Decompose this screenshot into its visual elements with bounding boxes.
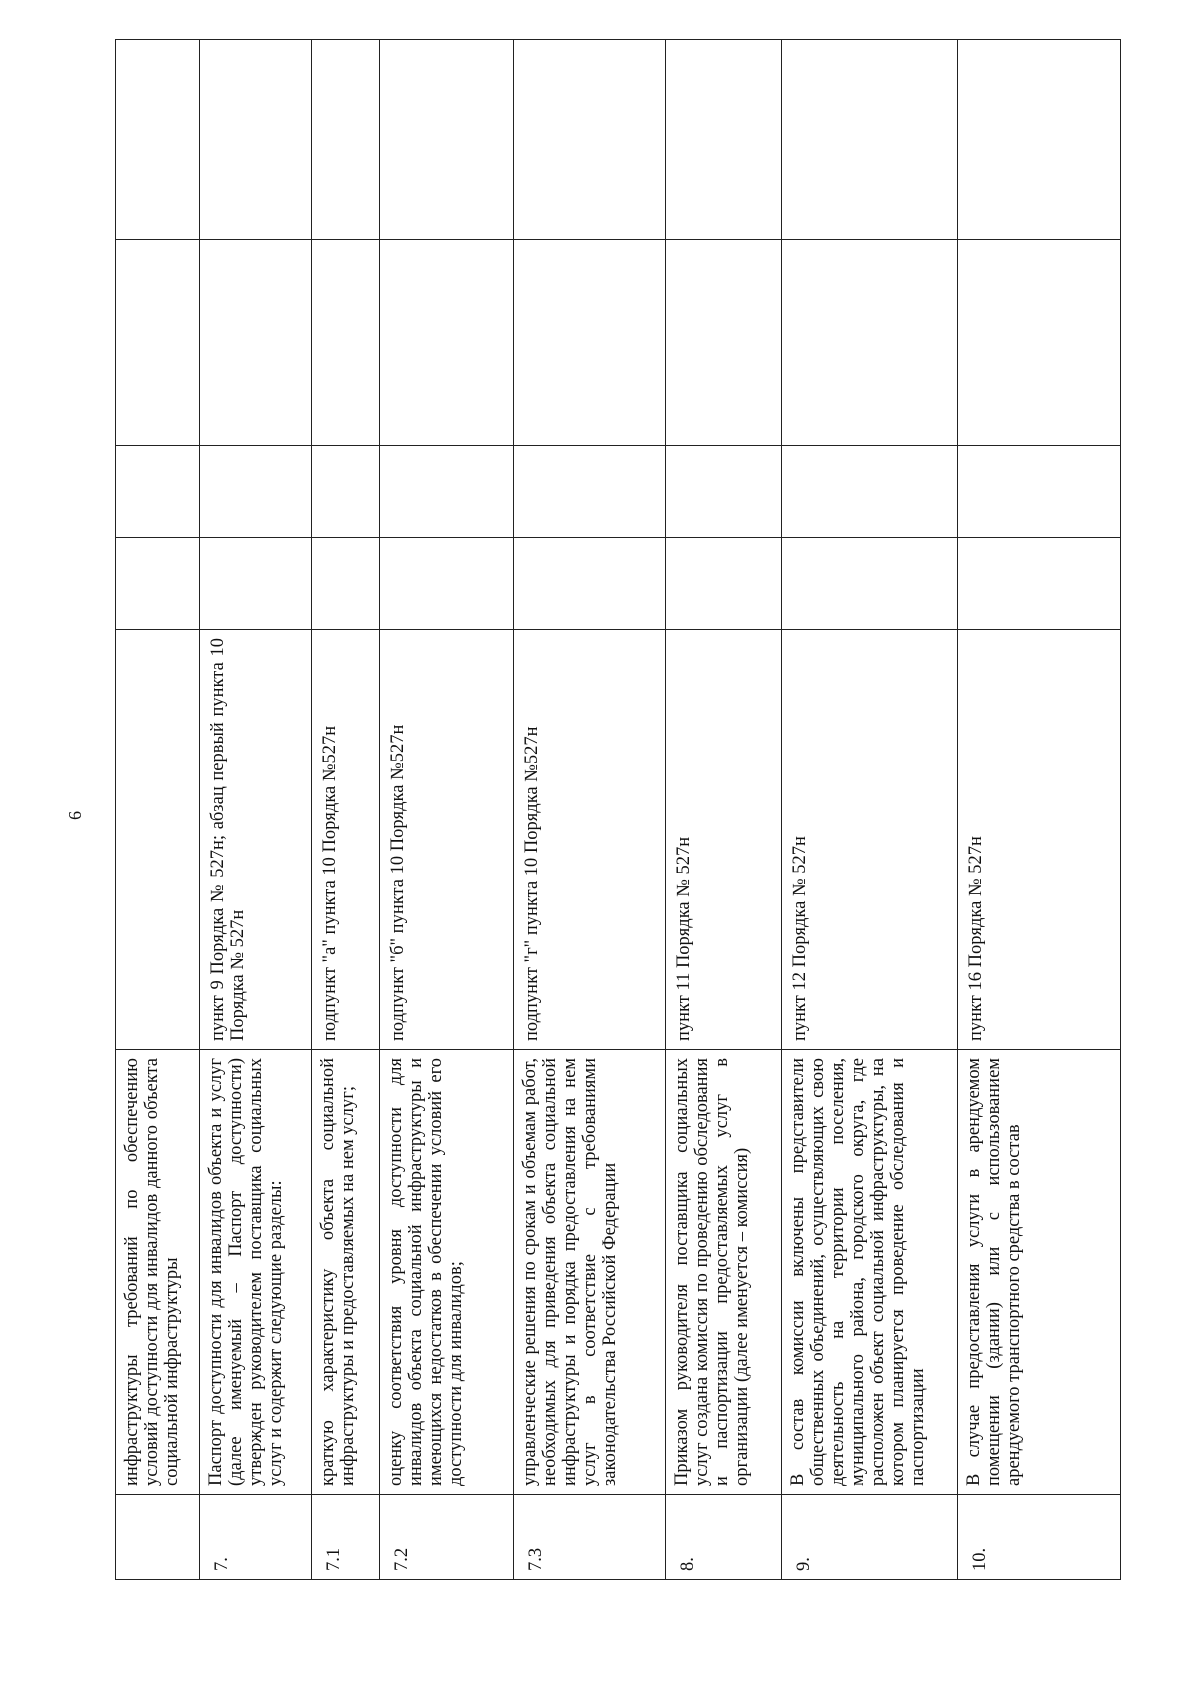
table-row bbox=[666, 40, 782, 1580]
empty-cell bbox=[514, 40, 666, 240]
empty-cell bbox=[782, 446, 958, 538]
basis-cell: подпункт "б" пункта 10 Порядка №527н bbox=[380, 630, 514, 1050]
requirements-table bbox=[115, 39, 1121, 1580]
table-row bbox=[200, 40, 312, 1580]
empty-cell bbox=[782, 40, 958, 240]
requirement-cell: Паспорт доступности для инвалидов объекта и услуг (далее именуемый – Паспорт доступности) утвержден руководителем поставщика социальных услуг и содержит следующие разделы: bbox=[200, 1050, 312, 1495]
row-number: 9. bbox=[782, 1495, 958, 1580]
row-number: 7.1 bbox=[312, 1495, 380, 1580]
empty-cell bbox=[666, 40, 782, 240]
empty-cell bbox=[200, 40, 312, 240]
empty-cell bbox=[312, 40, 380, 240]
empty-cell bbox=[958, 240, 1121, 446]
page-number: 6 bbox=[65, 811, 85, 820]
empty-cell bbox=[312, 240, 380, 446]
requirement-cell: инфраструктуры требований по обеспечению условий доступности для инвалидов данного объекта социальной инфраструктуры bbox=[116, 1050, 200, 1495]
empty-cell bbox=[666, 446, 782, 538]
requirement-cell: В состав комиссии включены представители общественных объединений, осуществляющих свою деятельность на территории поселения, муниципального района, городского округа, где расположен объект социальной инфраструктуры, на котором планируется проведение обследования и паспортизации bbox=[782, 1050, 958, 1495]
empty-cell bbox=[782, 240, 958, 446]
empty-cell bbox=[116, 240, 200, 446]
basis-cell: пункт 12 Порядка № 527н bbox=[782, 630, 958, 1050]
table-row bbox=[116, 40, 200, 1580]
empty-cell bbox=[200, 538, 312, 630]
requirement-cell: В случае предоставления услуги в арендуемом помещении (здании) или с использованием арендуемого транспортного средства в состав bbox=[958, 1050, 1121, 1495]
requirement-cell: управленческие решения по срокам и объемам работ, необходимых для приведения объекта социальной инфраструктуры и порядка предоставления на нем услуг в соответствие с требованиями законодательства Российской Федерации bbox=[514, 1050, 666, 1495]
table-row bbox=[380, 40, 514, 1580]
row-number: 7.3 bbox=[514, 1495, 666, 1580]
empty-cell bbox=[380, 538, 514, 630]
empty-cell bbox=[380, 40, 514, 240]
empty-cell bbox=[514, 538, 666, 630]
basis-cell: пункт 11 Порядка № 527н bbox=[666, 630, 782, 1050]
row-number: 7.2 bbox=[380, 1495, 514, 1580]
empty-cell bbox=[116, 40, 200, 240]
empty-cell bbox=[666, 240, 782, 446]
empty-cell bbox=[514, 240, 666, 446]
row-number: 7. bbox=[200, 1495, 312, 1580]
basis-cell: пункт 16 Порядка № 527н bbox=[958, 630, 1121, 1050]
basis-cell: пункт 9 Порядка № 527н; абзац первый пункта 10 Порядка № 527н bbox=[200, 630, 312, 1050]
empty-cell bbox=[958, 446, 1121, 538]
table-row bbox=[312, 40, 380, 1580]
basis-cell bbox=[116, 630, 200, 1050]
empty-cell bbox=[200, 446, 312, 538]
table-row bbox=[782, 40, 958, 1580]
empty-cell bbox=[116, 538, 200, 630]
empty-cell bbox=[782, 538, 958, 630]
empty-cell bbox=[380, 240, 514, 446]
row-number: 8. bbox=[666, 1495, 782, 1580]
empty-cell bbox=[666, 538, 782, 630]
empty-cell bbox=[958, 40, 1121, 240]
empty-cell bbox=[312, 538, 380, 630]
row-number: 10. bbox=[958, 1495, 1121, 1580]
requirement-cell: Приказом руководителя поставщика социальных услуг создана комиссия по проведению обследования и паспортизации предоставляемых услуг в организации (далее именуется – комиссия) bbox=[666, 1050, 782, 1495]
requirement-cell: оценку соответствия уровня доступности для инвалидов объекта социальной инфраструктуры и имеющихся недостатков в обеспечении условий его доступности для инвалидов; bbox=[380, 1050, 514, 1495]
table-row bbox=[958, 40, 1121, 1580]
basis-cell: подпункт "а" пункта 10 Порядка №527н bbox=[312, 630, 380, 1050]
basis-cell: подпункт "г" пункта 10 Порядка №527н bbox=[514, 630, 666, 1050]
requirement-cell: краткую характеристику объекта социальной инфраструктуры и предоставляемых на нем услуг; bbox=[312, 1050, 380, 1495]
rotated-table-container bbox=[115, 40, 1120, 1580]
empty-cell bbox=[514, 446, 666, 538]
table-row bbox=[514, 40, 666, 1580]
row-number bbox=[116, 1495, 200, 1580]
empty-cell bbox=[200, 240, 312, 446]
empty-cell bbox=[380, 446, 514, 538]
empty-cell bbox=[312, 446, 380, 538]
empty-cell bbox=[116, 446, 200, 538]
empty-cell bbox=[958, 538, 1121, 630]
